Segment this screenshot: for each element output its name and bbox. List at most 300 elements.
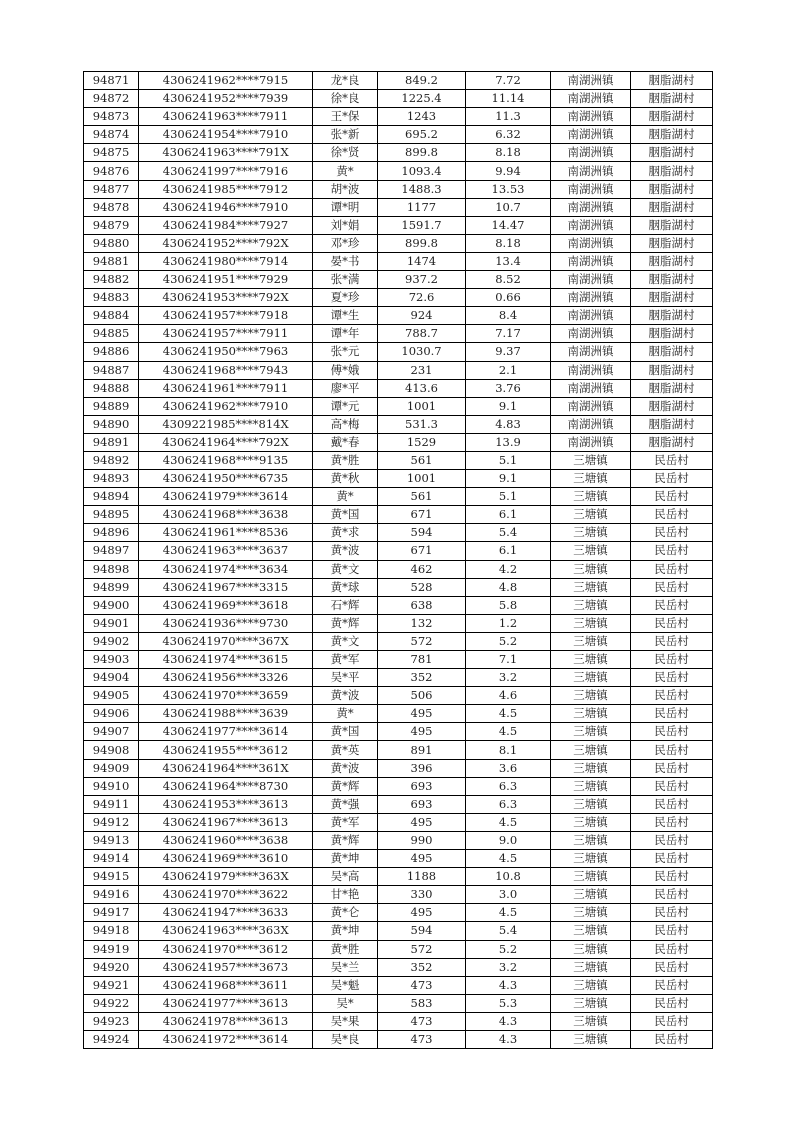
id-number-cell: 4306241946****7910 xyxy=(139,198,313,216)
id-number-cell: 4306241969****3618 xyxy=(139,596,313,614)
name-cell: 谭*年 xyxy=(313,325,378,343)
town-cell: 三塘镇 xyxy=(551,524,631,542)
table-row xyxy=(84,813,713,831)
name-cell: 黄*强 xyxy=(313,795,378,813)
id-number-cell: 4306241957****3673 xyxy=(139,958,313,976)
row-number-cell: 94894 xyxy=(84,488,139,506)
row-number-cell: 94913 xyxy=(84,831,139,849)
name-cell: 黄*仑 xyxy=(313,904,378,922)
village-cell: 民岳村 xyxy=(631,994,713,1012)
id-number-cell: 4309221985****814X xyxy=(139,415,313,433)
row-number-cell: 94871 xyxy=(84,72,139,90)
village-cell: 民岳村 xyxy=(631,777,713,795)
name-cell: 吴*魁 xyxy=(313,976,378,994)
id-number-cell: 4306241972****3614 xyxy=(139,1030,313,1048)
amount-cell: 495 xyxy=(378,705,466,723)
table-row xyxy=(84,632,713,650)
town-cell: 三塘镇 xyxy=(551,886,631,904)
amount-cell: 899.8 xyxy=(378,144,466,162)
table-row xyxy=(84,759,713,777)
town-cell: 三塘镇 xyxy=(551,687,631,705)
table-row xyxy=(84,560,713,578)
table-row xyxy=(84,289,713,307)
area-cell: 4.83 xyxy=(466,415,551,433)
amount-cell: 352 xyxy=(378,958,466,976)
table-row xyxy=(84,741,713,759)
table-row xyxy=(84,72,713,90)
row-number-cell: 94889 xyxy=(84,397,139,415)
table-row xyxy=(84,542,713,560)
amount-cell: 695.2 xyxy=(378,126,466,144)
village-cell: 民岳村 xyxy=(631,560,713,578)
id-number-cell: 4306241955****3612 xyxy=(139,741,313,759)
name-cell: 黄*英 xyxy=(313,741,378,759)
area-cell: 9.94 xyxy=(466,162,551,180)
row-number-cell: 94909 xyxy=(84,759,139,777)
amount-cell: 506 xyxy=(378,687,466,705)
amount-cell: 473 xyxy=(378,1012,466,1030)
name-cell: 吴* xyxy=(313,994,378,1012)
town-cell: 南湖洲镇 xyxy=(551,216,631,234)
village-cell: 民岳村 xyxy=(631,632,713,650)
row-number-cell: 94879 xyxy=(84,216,139,234)
row-number-cell: 94873 xyxy=(84,108,139,126)
village-cell: 民岳村 xyxy=(631,922,713,940)
table-row xyxy=(84,777,713,795)
area-cell: 9.37 xyxy=(466,343,551,361)
id-number-cell: 4306241967****3315 xyxy=(139,578,313,596)
area-cell: 1.2 xyxy=(466,614,551,632)
amount-cell: 1093.4 xyxy=(378,162,466,180)
town-cell: 南湖洲镇 xyxy=(551,289,631,307)
table-row xyxy=(84,904,713,922)
table-row xyxy=(84,488,713,506)
name-cell: 吴*高 xyxy=(313,868,378,886)
town-cell: 三塘镇 xyxy=(551,958,631,976)
village-cell: 胭脂湖村 xyxy=(631,397,713,415)
town-cell: 南湖洲镇 xyxy=(551,379,631,397)
row-number-cell: 94902 xyxy=(84,632,139,650)
id-number-cell: 4306241970****3612 xyxy=(139,940,313,958)
town-cell: 南湖洲镇 xyxy=(551,271,631,289)
village-cell: 胭脂湖村 xyxy=(631,271,713,289)
area-cell: 9.1 xyxy=(466,397,551,415)
row-number-cell: 94884 xyxy=(84,307,139,325)
row-number-cell: 94896 xyxy=(84,524,139,542)
area-cell: 4.5 xyxy=(466,813,551,831)
table-row xyxy=(84,795,713,813)
table-row xyxy=(84,651,713,669)
name-cell: 张*元 xyxy=(313,343,378,361)
town-cell: 三塘镇 xyxy=(551,723,631,741)
name-cell: 黄*文 xyxy=(313,560,378,578)
row-number-cell: 94903 xyxy=(84,651,139,669)
table-row xyxy=(84,506,713,524)
name-cell: 黄*波 xyxy=(313,759,378,777)
table-row xyxy=(84,90,713,108)
id-number-cell: 4306241964****8730 xyxy=(139,777,313,795)
table-row xyxy=(84,451,713,469)
area-cell: 3.2 xyxy=(466,958,551,976)
name-cell: 黄* xyxy=(313,488,378,506)
amount-cell: 495 xyxy=(378,850,466,868)
village-cell: 民岳村 xyxy=(631,813,713,831)
name-cell: 王*保 xyxy=(313,108,378,126)
row-number-cell: 94899 xyxy=(84,578,139,596)
area-cell: 11.3 xyxy=(466,108,551,126)
area-cell: 4.3 xyxy=(466,976,551,994)
table-row xyxy=(84,614,713,632)
village-cell: 民岳村 xyxy=(631,524,713,542)
village-cell: 民岳村 xyxy=(631,578,713,596)
amount-cell: 1225.4 xyxy=(378,90,466,108)
village-cell: 民岳村 xyxy=(631,451,713,469)
village-cell: 胭脂湖村 xyxy=(631,252,713,270)
area-cell: 10.8 xyxy=(466,868,551,886)
town-cell: 三塘镇 xyxy=(551,994,631,1012)
table-row xyxy=(84,108,713,126)
id-number-cell: 4306241947****3633 xyxy=(139,904,313,922)
name-cell: 徐*良 xyxy=(313,90,378,108)
amount-cell: 231 xyxy=(378,361,466,379)
row-number-cell: 94924 xyxy=(84,1030,139,1048)
row-number-cell: 94891 xyxy=(84,433,139,451)
village-cell: 胭脂湖村 xyxy=(631,126,713,144)
amount-cell: 72.6 xyxy=(378,289,466,307)
id-number-cell: 4306241974****3615 xyxy=(139,651,313,669)
village-cell: 民岳村 xyxy=(631,976,713,994)
area-cell: 7.1 xyxy=(466,651,551,669)
village-cell: 民岳村 xyxy=(631,705,713,723)
village-cell: 民岳村 xyxy=(631,868,713,886)
amount-cell: 1529 xyxy=(378,433,466,451)
table-row xyxy=(84,144,713,162)
area-cell: 13.53 xyxy=(466,180,551,198)
area-cell: 6.32 xyxy=(466,126,551,144)
row-number-cell: 94880 xyxy=(84,234,139,252)
name-cell: 谭*生 xyxy=(313,307,378,325)
amount-cell: 1001 xyxy=(378,397,466,415)
amount-cell: 352 xyxy=(378,669,466,687)
table-row xyxy=(84,397,713,415)
village-cell: 胭脂湖村 xyxy=(631,162,713,180)
table-row xyxy=(84,940,713,958)
id-number-cell: 4306241974****3634 xyxy=(139,560,313,578)
amount-cell: 528 xyxy=(378,578,466,596)
area-cell: 4.5 xyxy=(466,850,551,868)
table-row xyxy=(84,126,713,144)
village-cell: 民岳村 xyxy=(631,741,713,759)
amount-cell: 1474 xyxy=(378,252,466,270)
amount-cell: 891 xyxy=(378,741,466,759)
area-cell: 6.1 xyxy=(466,542,551,560)
row-number-cell: 94898 xyxy=(84,560,139,578)
town-cell: 南湖洲镇 xyxy=(551,162,631,180)
id-number-cell: 4306241968****7943 xyxy=(139,361,313,379)
amount-cell: 330 xyxy=(378,886,466,904)
table-row xyxy=(84,958,713,976)
town-cell: 三塘镇 xyxy=(551,777,631,795)
area-cell: 5.2 xyxy=(466,632,551,650)
id-number-cell: 4306241962****7910 xyxy=(139,397,313,415)
row-number-cell: 94921 xyxy=(84,976,139,994)
amount-cell: 849.2 xyxy=(378,72,466,90)
row-number-cell: 94874 xyxy=(84,126,139,144)
village-cell: 胭脂湖村 xyxy=(631,325,713,343)
village-cell: 胭脂湖村 xyxy=(631,415,713,433)
area-cell: 10.7 xyxy=(466,198,551,216)
table-row xyxy=(84,271,713,289)
town-cell: 南湖洲镇 xyxy=(551,234,631,252)
town-cell: 三塘镇 xyxy=(551,506,631,524)
town-cell: 三塘镇 xyxy=(551,596,631,614)
name-cell: 黄*军 xyxy=(313,651,378,669)
town-cell: 南湖洲镇 xyxy=(551,361,631,379)
row-number-cell: 94906 xyxy=(84,705,139,723)
row-number-cell: 94883 xyxy=(84,289,139,307)
id-number-cell: 4306241988****3639 xyxy=(139,705,313,723)
area-cell: 4.2 xyxy=(466,560,551,578)
id-number-cell: 4306241977****3613 xyxy=(139,994,313,1012)
town-cell: 南湖洲镇 xyxy=(551,180,631,198)
area-cell: 6.3 xyxy=(466,795,551,813)
town-cell: 三塘镇 xyxy=(551,470,631,488)
id-number-cell: 4306241963****363X xyxy=(139,922,313,940)
id-number-cell: 4306241951****7929 xyxy=(139,271,313,289)
town-cell: 南湖洲镇 xyxy=(551,90,631,108)
row-number-cell: 94910 xyxy=(84,777,139,795)
name-cell: 黄*胜 xyxy=(313,451,378,469)
town-cell: 南湖洲镇 xyxy=(551,415,631,433)
amount-cell: 693 xyxy=(378,777,466,795)
area-cell: 6.3 xyxy=(466,777,551,795)
amount-cell: 1188 xyxy=(378,868,466,886)
town-cell: 南湖洲镇 xyxy=(551,126,631,144)
amount-cell: 413.6 xyxy=(378,379,466,397)
name-cell: 黄* xyxy=(313,162,378,180)
amount-cell: 990 xyxy=(378,831,466,849)
id-number-cell: 4306241953****3613 xyxy=(139,795,313,813)
id-number-cell: 4306241961****8536 xyxy=(139,524,313,542)
id-number-cell: 4306241936****9730 xyxy=(139,614,313,632)
village-cell: 胭脂湖村 xyxy=(631,144,713,162)
name-cell: 黄*球 xyxy=(313,578,378,596)
area-cell: 5.1 xyxy=(466,451,551,469)
village-cell: 民岳村 xyxy=(631,723,713,741)
table-row xyxy=(84,886,713,904)
area-cell: 6.1 xyxy=(466,506,551,524)
table-row xyxy=(84,198,713,216)
village-cell: 胭脂湖村 xyxy=(631,379,713,397)
name-cell: 吴*良 xyxy=(313,1030,378,1048)
town-cell: 南湖洲镇 xyxy=(551,108,631,126)
amount-cell: 462 xyxy=(378,560,466,578)
town-cell: 南湖洲镇 xyxy=(551,198,631,216)
area-cell: 4.3 xyxy=(466,1030,551,1048)
id-number-cell: 4306241977****3614 xyxy=(139,723,313,741)
name-cell: 吴*兰 xyxy=(313,958,378,976)
table-row xyxy=(84,831,713,849)
amount-cell: 495 xyxy=(378,904,466,922)
table-row xyxy=(84,470,713,488)
area-cell: 9.0 xyxy=(466,831,551,849)
row-number-cell: 94872 xyxy=(84,90,139,108)
id-number-cell: 4306241979****363X xyxy=(139,868,313,886)
town-cell: 三塘镇 xyxy=(551,542,631,560)
id-number-cell: 4306241968****3638 xyxy=(139,506,313,524)
town-cell: 三塘镇 xyxy=(551,705,631,723)
town-cell: 三塘镇 xyxy=(551,669,631,687)
table-row xyxy=(84,1030,713,1048)
table-row xyxy=(84,687,713,705)
area-cell: 4.3 xyxy=(466,1012,551,1030)
table-row xyxy=(84,307,713,325)
village-cell: 民岳村 xyxy=(631,759,713,777)
village-cell: 民岳村 xyxy=(631,669,713,687)
id-number-cell: 4306241970****367X xyxy=(139,632,313,650)
amount-cell: 572 xyxy=(378,632,466,650)
town-cell: 南湖洲镇 xyxy=(551,325,631,343)
name-cell: 黄*国 xyxy=(313,506,378,524)
id-number-cell: 4306241970****3622 xyxy=(139,886,313,904)
area-cell: 3.2 xyxy=(466,669,551,687)
amount-cell: 1030.7 xyxy=(378,343,466,361)
village-cell: 民岳村 xyxy=(631,614,713,632)
amount-cell: 495 xyxy=(378,723,466,741)
table-row xyxy=(84,669,713,687)
row-number-cell: 94917 xyxy=(84,904,139,922)
id-number-cell: 4306241980****7914 xyxy=(139,252,313,270)
amount-cell: 1243 xyxy=(378,108,466,126)
id-number-cell: 4306241964****361X xyxy=(139,759,313,777)
id-number-cell: 4306241964****792X xyxy=(139,433,313,451)
amount-cell: 671 xyxy=(378,542,466,560)
id-number-cell: 4306241984****7927 xyxy=(139,216,313,234)
table-row xyxy=(84,234,713,252)
row-number-cell: 94920 xyxy=(84,958,139,976)
id-number-cell: 4306241950****6735 xyxy=(139,470,313,488)
town-cell: 南湖洲镇 xyxy=(551,307,631,325)
area-cell: 8.18 xyxy=(466,144,551,162)
row-number-cell: 94915 xyxy=(84,868,139,886)
amount-cell: 473 xyxy=(378,1030,466,1048)
name-cell: 谭*元 xyxy=(313,397,378,415)
name-cell: 黄*波 xyxy=(313,542,378,560)
name-cell: 黄*辉 xyxy=(313,831,378,849)
area-cell: 5.4 xyxy=(466,922,551,940)
amount-cell: 594 xyxy=(378,922,466,940)
row-number-cell: 94908 xyxy=(84,741,139,759)
amount-cell: 396 xyxy=(378,759,466,777)
village-cell: 民岳村 xyxy=(631,831,713,849)
village-cell: 民岳村 xyxy=(631,904,713,922)
name-cell: 黄*波 xyxy=(313,687,378,705)
id-number-cell: 4306241962****7915 xyxy=(139,72,313,90)
area-cell: 9.1 xyxy=(466,470,551,488)
name-cell: 黄*坤 xyxy=(313,850,378,868)
amount-cell: 638 xyxy=(378,596,466,614)
town-cell: 三塘镇 xyxy=(551,795,631,813)
area-cell: 13.4 xyxy=(466,252,551,270)
area-cell: 3.76 xyxy=(466,379,551,397)
village-cell: 胭脂湖村 xyxy=(631,289,713,307)
amount-cell: 531.3 xyxy=(378,415,466,433)
amount-cell: 583 xyxy=(378,994,466,1012)
village-cell: 民岳村 xyxy=(631,687,713,705)
town-cell: 三塘镇 xyxy=(551,741,631,759)
id-number-cell: 4306241956****3326 xyxy=(139,669,313,687)
row-number-cell: 94878 xyxy=(84,198,139,216)
town-cell: 南湖洲镇 xyxy=(551,397,631,415)
id-number-cell: 4306241953****792X xyxy=(139,289,313,307)
table-row xyxy=(84,976,713,994)
village-cell: 民岳村 xyxy=(631,940,713,958)
row-number-cell: 94916 xyxy=(84,886,139,904)
village-cell: 胭脂湖村 xyxy=(631,343,713,361)
row-number-cell: 94912 xyxy=(84,813,139,831)
id-number-cell: 4306241950****7963 xyxy=(139,343,313,361)
row-number-cell: 94923 xyxy=(84,1012,139,1030)
amount-cell: 899.8 xyxy=(378,234,466,252)
table-row xyxy=(84,325,713,343)
table-row xyxy=(84,578,713,596)
village-cell: 胭脂湖村 xyxy=(631,198,713,216)
village-cell: 民岳村 xyxy=(631,958,713,976)
row-number-cell: 94875 xyxy=(84,144,139,162)
name-cell: 黄*胜 xyxy=(313,940,378,958)
town-cell: 三塘镇 xyxy=(551,578,631,596)
row-number-cell: 94901 xyxy=(84,614,139,632)
id-number-cell: 4306241970****3659 xyxy=(139,687,313,705)
village-cell: 民岳村 xyxy=(631,470,713,488)
village-cell: 民岳村 xyxy=(631,506,713,524)
id-number-cell: 4306241963****7911 xyxy=(139,108,313,126)
town-cell: 三塘镇 xyxy=(551,850,631,868)
id-number-cell: 4306241963****791X xyxy=(139,144,313,162)
table-row xyxy=(84,252,713,270)
row-number-cell: 94907 xyxy=(84,723,139,741)
name-cell: 晏*书 xyxy=(313,252,378,270)
name-cell: 谭*明 xyxy=(313,198,378,216)
table-row xyxy=(84,705,713,723)
amount-cell: 1488.3 xyxy=(378,180,466,198)
table-row xyxy=(84,361,713,379)
id-number-cell: 4306241954****7910 xyxy=(139,126,313,144)
amount-cell: 924 xyxy=(378,307,466,325)
area-cell: 4.6 xyxy=(466,687,551,705)
area-cell: 7.72 xyxy=(466,72,551,90)
table-row xyxy=(84,850,713,868)
name-cell: 胡*波 xyxy=(313,180,378,198)
name-cell: 戴*春 xyxy=(313,433,378,451)
name-cell: 廖*平 xyxy=(313,379,378,397)
row-number-cell: 94900 xyxy=(84,596,139,614)
row-number-cell: 94888 xyxy=(84,379,139,397)
row-number-cell: 94885 xyxy=(84,325,139,343)
area-cell: 13.9 xyxy=(466,433,551,451)
village-cell: 民岳村 xyxy=(631,795,713,813)
amount-cell: 1177 xyxy=(378,198,466,216)
id-number-cell: 4306241979****3614 xyxy=(139,488,313,506)
row-number-cell: 94890 xyxy=(84,415,139,433)
village-cell: 胭脂湖村 xyxy=(631,108,713,126)
area-cell: 8.52 xyxy=(466,271,551,289)
table-row xyxy=(84,162,713,180)
area-cell: 8.1 xyxy=(466,741,551,759)
area-cell: 4.5 xyxy=(466,705,551,723)
id-number-cell: 4306241968****9135 xyxy=(139,451,313,469)
town-cell: 三塘镇 xyxy=(551,813,631,831)
